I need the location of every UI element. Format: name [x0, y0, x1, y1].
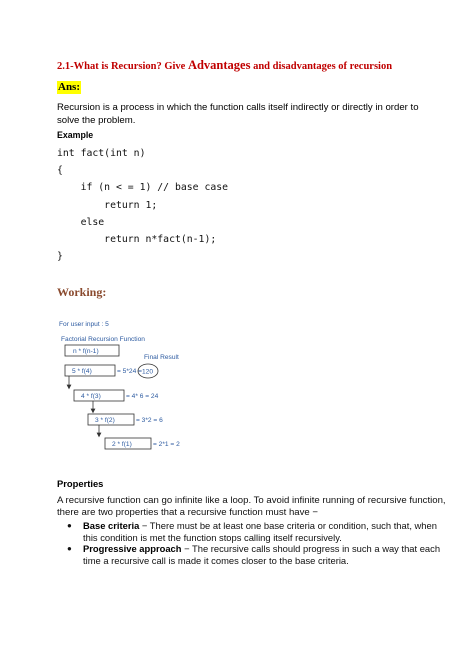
step-box-label: 3 * f(2): [95, 417, 115, 424]
bullet-icon: ●: [67, 544, 72, 554]
properties-list: [67, 520, 447, 566]
final-result-value: 120: [142, 368, 154, 376]
code-line: return n*fact(n-1);: [57, 234, 217, 246]
definition-term: Recursion: [57, 102, 101, 113]
step-result: = 4* 6 = 24: [126, 393, 159, 400]
property-name: Base criteria: [83, 520, 140, 531]
recursion-definition: [57, 101, 437, 127]
property-text: − There must be at least one base criteria or condition, such that, when this condition is met the function stops calling itself recursively.: [83, 520, 437, 543]
code-line: else: [57, 216, 105, 228]
code-line: {: [57, 165, 63, 177]
step-result: = 3*2 = 6: [136, 417, 163, 424]
bullet-icon: ●: [67, 521, 72, 530]
list-item: [67, 543, 447, 566]
step-box-label: 4 * f(3): [81, 393, 101, 400]
step-result: = 2*1 = 2: [153, 441, 180, 448]
property-text: − The recursive calls should progress in such a way that each time a recursive call is made it comes closer to the base criteria.: [83, 543, 441, 566]
step-box-label: 2 * f(1): [112, 441, 132, 448]
code-line: if (n < = 1) // base case: [57, 182, 229, 194]
factorial-recursion-diagram: [57, 314, 217, 464]
heading-suffix: and disadvantages of recursion: [250, 61, 393, 72]
step-box-label: 5 * f(4): [72, 368, 92, 375]
code-line: }: [57, 251, 63, 263]
final-result-label: Final Result: [144, 354, 179, 361]
top-box-label: n * f(n-1): [73, 348, 99, 355]
code-line: return 1;: [57, 199, 158, 211]
property-name: Progressive approach: [83, 543, 182, 555]
definition-text: is a process in which the function calls itself indirectly or directly in order to solve the problem.: [57, 102, 419, 126]
working-label: Working:: [57, 285, 107, 299]
question-heading: [57, 58, 392, 73]
diagram-input-label: For user input : 5: [59, 321, 109, 328]
answer-label: Ans:: [58, 81, 81, 93]
list-item: [67, 520, 447, 543]
properties-intro: A recursive function can go infinite like a loop. To avoid infinite running of recursive function, there are two properties that a recursive function must have −: [57, 495, 446, 518]
heading-prefix: 2.1-What is Recursion? Give: [57, 61, 188, 72]
step-result: = 5*24 =: [117, 368, 142, 375]
example-label: Example: [57, 130, 94, 140]
properties-title: Properties: [57, 478, 104, 489]
code-block: [57, 145, 228, 265]
heading-emphasis: Advantages: [187, 58, 251, 72]
code-line: int fact(int n): [57, 148, 146, 159]
diagram-function-label: Factorial Recursion Function: [61, 336, 145, 343]
